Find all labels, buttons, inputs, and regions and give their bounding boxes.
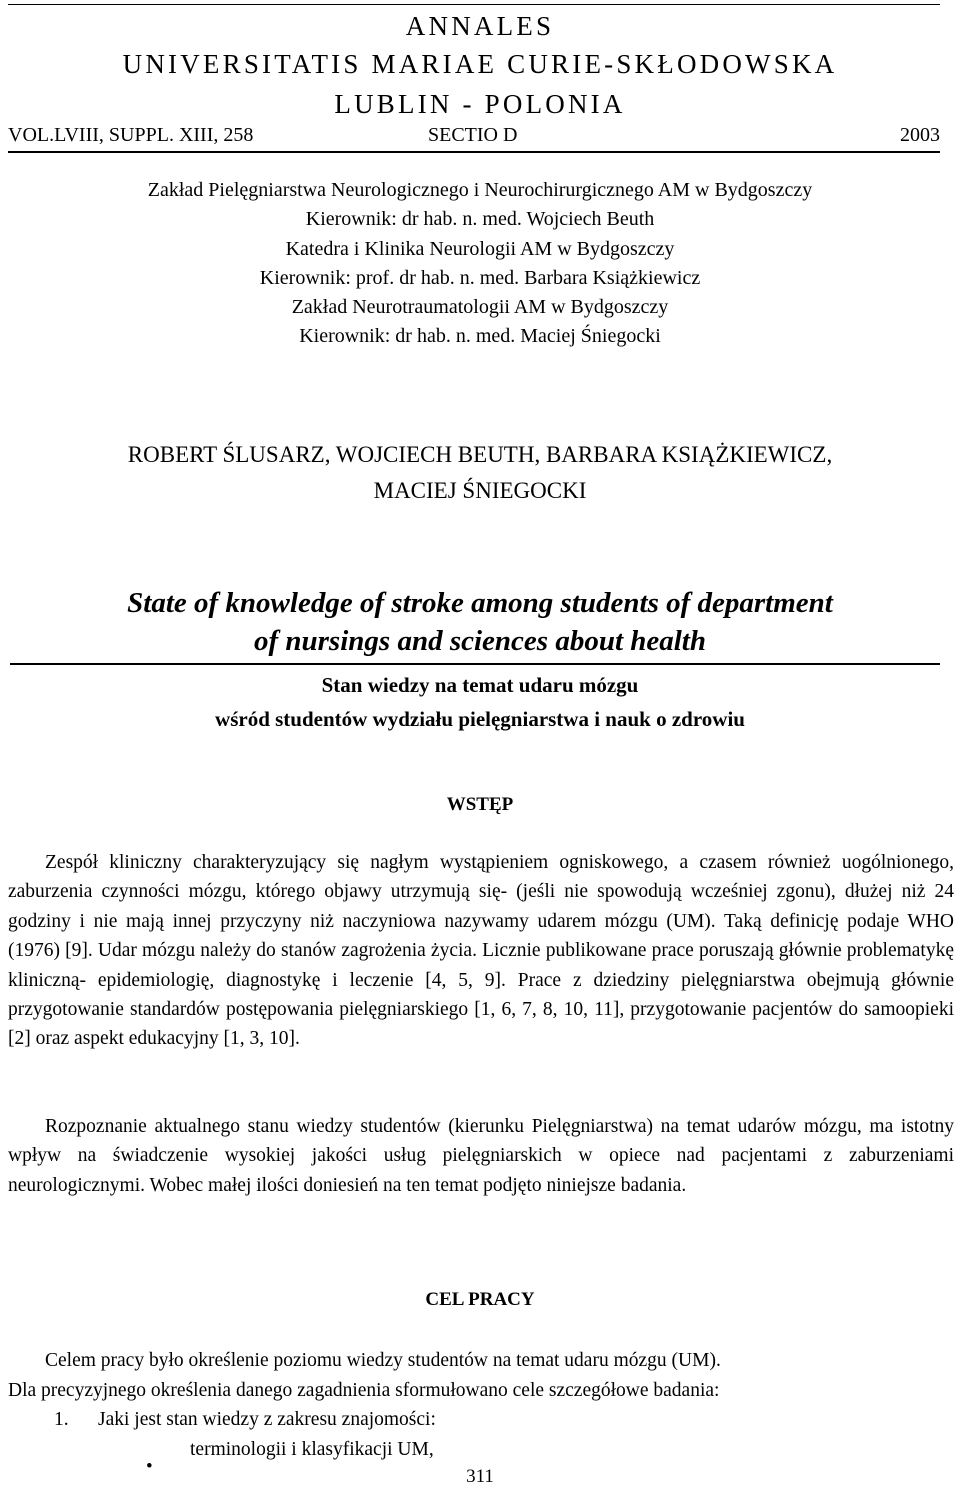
volume-line <box>8 120 940 153</box>
section-heading-aim: CEL PRACY <box>425 1289 535 1310</box>
page-number: 311 <box>466 1466 494 1487</box>
aim-line1: Celem pracy było określenie poziomu wiedzy studentów na temat udaru mózgu (UM). <box>45 1350 721 1371</box>
year: 2003 <box>900 124 940 146</box>
aim-paragraph <box>8 1346 954 1406</box>
list-number: 1. <box>54 1409 69 1430</box>
affiliation-line: Kierownik: dr hab. n. med. Wojciech Beuth <box>305 208 655 231</box>
journal-title-line2: UNIVERSITATIS MARIAE CURIE-SKŁODOWSKA <box>122 49 838 79</box>
polish-title-line1: Stan wiedzy na temat udaru mózgu <box>321 673 639 697</box>
affiliation-line: Kierownik: prof. dr hab. n. med. Barbara Książkiewicz <box>259 266 701 289</box>
title-divider <box>10 663 940 665</box>
polish-title-line2: wśród studentów wydziału pielęgniarstwa i nauk o zdrowiu <box>215 707 745 731</box>
affiliation-line: Zakład Pielęgniarstwa Neurologicznego i Neurochirurgicznego AM w Bydgoszczy <box>147 179 813 201</box>
journal-title-line3: LUBLIN - POLONIA <box>334 89 626 119</box>
english-title-line1: State of knowledge of stroke among students of department <box>127 587 833 619</box>
intro-paragraph-2: Rozpoznanie aktualnego stanu wiedzy studentów (kierunku Pielęgniarstwa) na temat udarów mózgu, ma istotny wpływ na świadczenie wysokiej jakości usług pielęgniarskich w opiece nad pacjentami z zaburzeniami neurologicznymi. Wobec małej ilości doniesień na ten temat podjęto niniejsze badania. <box>8 1116 954 1196</box>
journal-title-line1: ANNALES <box>405 11 555 41</box>
affiliation-line: Kierownik: dr hab. n. med. Maciej Śniegocki <box>299 325 661 348</box>
authors <box>0 437 960 509</box>
volume-info: VOL.LVIII, SUPPL. XIII, 258 <box>8 124 254 146</box>
english-title-line2: of nursings and sciences about health <box>253 625 706 657</box>
aim-line2: Dla precyzyjnego określenia danego zagadnienia sformułowano cele szczegółowe badania: <box>8 1380 720 1401</box>
bullet-icon: • <box>146 1456 153 1477</box>
english-title <box>0 584 960 660</box>
affiliation-line: Katedra i Klinika Neurologii AM w Bydgoszczy <box>285 237 675 260</box>
sectio-label: SECTIO D <box>428 124 518 146</box>
list-item-text: Jaki jest stan wiedzy z zakresu znajomości: <box>98 1409 436 1430</box>
authors-line2: MACIEJ ŚNIEGOCKI <box>373 478 587 503</box>
section-heading-intro: WSTĘP <box>446 794 514 815</box>
affiliations <box>0 176 960 352</box>
affiliation-line: Zakład Neurotraumatologii AM w Bydgoszczy <box>291 296 669 319</box>
authors-line1: ROBERT ŚLUSARZ, WOJCIECH BEUTH, BARBARA KSIĄŻKIEWICZ, <box>127 442 833 467</box>
polish-title <box>0 668 960 736</box>
intro-paragraph-1: Zespół kliniczny charakteryzujący się nagłym wystąpieniem ogniskowego, a czasem również uogólnionego, zaburzenia czynności mózgu, którego objawy utrzymują się- (jeśli nie spowodują wcześniej zgonu), dłużej niż 24 godziny i nie mają innej przyczyny niż naczyniowa nazywamy udarem mózgu (UM). Taką definicję podaje WHO (1976) [9]. Udar mózgu należy do stanów zagrożenia życia. Licznie publikowane prace poruszają głównie problematykę kliniczną- epidemiologię, diagnostykę i leczenie [4, 5, 9]. Prace z dziedziny pielęgniarstwa obejmują głównie przygotowanie standardów postępowania pielęgniarskiego [1, 6, 7, 8, 10, 11], przygotowanie pacjentów do samoopieki [2] oraz aspekt edukacyjny [1, 3, 10]. <box>8 852 954 1050</box>
top-rule <box>8 4 940 5</box>
bullet-item-text: terminologii i klasyfikacji UM, <box>190 1439 434 1460</box>
